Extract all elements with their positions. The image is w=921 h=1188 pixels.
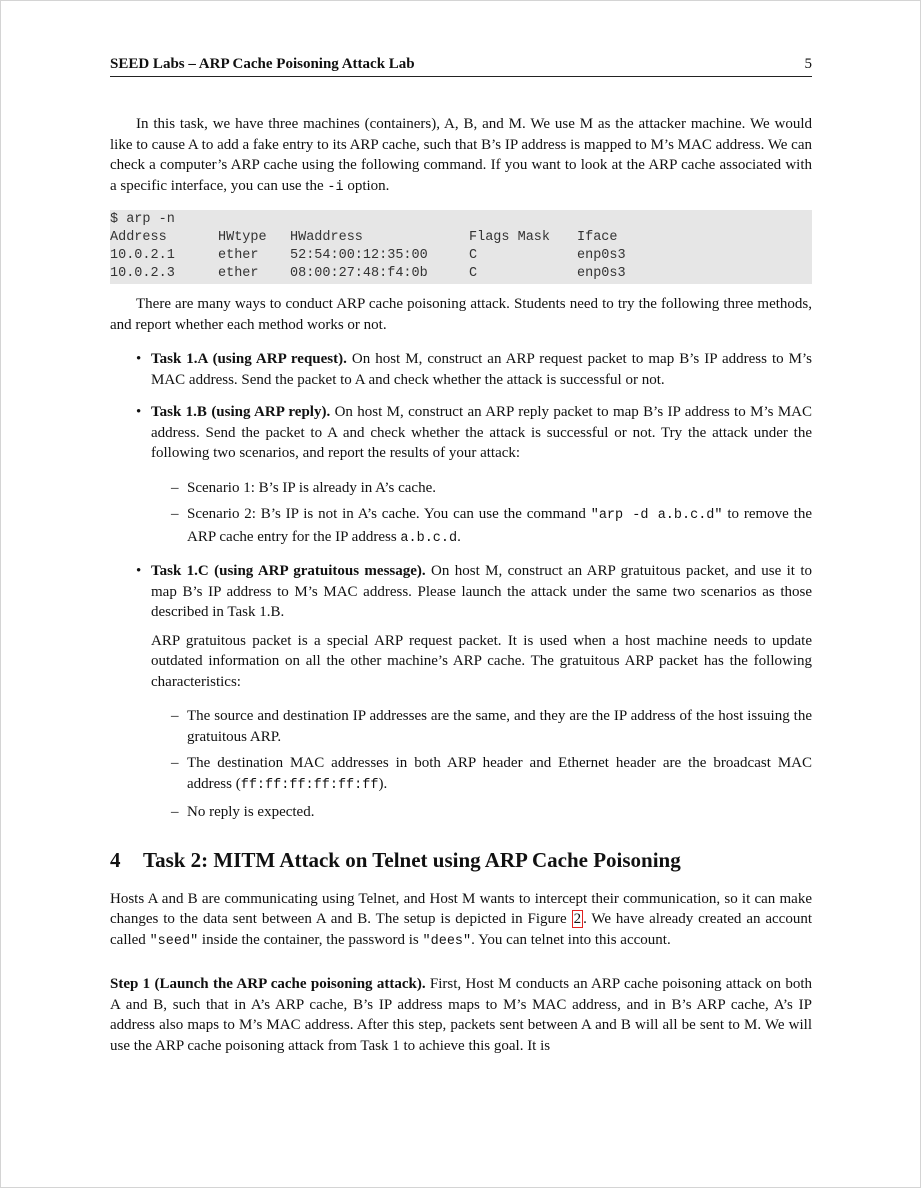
scenario-2-text: Scenario 2: B’s IP is not in A’s cache. You can use the command	[187, 506, 591, 522]
task-1a-text: On host M, construct an ARP request packet to map B’s IP address to M’s MAC address. Send the packet to A and check whether the attack is successful or not.	[151, 351, 812, 388]
task-1a-title: Task 1.A (using ARP request).	[151, 351, 347, 367]
section-number: 4	[110, 847, 121, 872]
account-name-code: "seed"	[149, 933, 199, 949]
task-1c-title: Task 1.C (using ARP gratuitous message).	[151, 563, 426, 579]
cell-hwaddress: 08:00:27:48:f4:0b	[290, 266, 428, 281]
section-4-text-b: . We have already created an account called	[110, 911, 812, 948]
task-1b-text: On host M, construct an ARP reply packet to map B’s IP address to M’s MAC address. Send the packet to A and check whether the attack is successful or not. Try the attack under the following two scenarios, and report the results of your attack:	[151, 404, 812, 461]
figure-2-link[interactable]: 2	[573, 911, 582, 927]
section-4-text: Hosts A and B are communicating using Telnet, and Host M wants to intercept their communication, so it can make changes to the data sent between A and B. The setup is depicted in Figure	[110, 890, 812, 927]
section-4-heading	[110, 847, 812, 873]
cell-address: 10.0.2.3	[110, 266, 175, 281]
step-1-title: Step 1 (Launch the ARP cache poisoning attack).	[110, 976, 426, 992]
section-4-paragraph	[110, 889, 812, 953]
characteristic-2-end: ).	[378, 775, 388, 792]
cell-address: 10.0.2.1	[110, 248, 175, 263]
listing-row	[110, 247, 812, 265]
arp-delete-code: "arp -d a.b.c.d"	[590, 508, 723, 523]
section-4-text-c: inside the container, the password is	[198, 931, 423, 948]
option-code: -i	[327, 179, 344, 195]
step-1-paragraph	[110, 974, 812, 1056]
col-flags-mask: Flags Mask	[469, 230, 551, 245]
task-1a-item	[110, 349, 812, 390]
scenario-2-text-c: .	[457, 528, 461, 545]
scenario-2	[151, 504, 812, 549]
col-hwaddress: HWaddress	[290, 230, 363, 245]
characteristic-3	[151, 802, 812, 823]
ip-placeholder-code: a.b.c.d	[400, 530, 458, 546]
scenario-list	[151, 478, 812, 550]
scenario-2-text-b: to remove the ARP cache entry for the IP address	[187, 506, 812, 545]
cell-flags: C	[469, 266, 478, 281]
cell-iface: enp0s3	[577, 266, 626, 281]
task-list	[110, 349, 812, 823]
cell-hwtype: ether	[218, 248, 259, 263]
intro-text: In this task, we have three machines (containers), A, B, and M. We use M as the attacker machine. We would like to cause A to add a fake entry to its ARP cache, such that B’s IP address is mapped to M’s MAC address. We can check a computer’s ARP cache using the following command. If you want to look at the ARP cache associated with a specific interface, you can use the	[110, 116, 812, 194]
task-1b-title: Task 1.B (using ARP reply).	[151, 404, 331, 420]
cell-flags: C	[469, 248, 478, 263]
broadcast-mac-code: ff:ff:ff:ff:ff:ff	[240, 777, 379, 793]
col-hwtype: HWtype	[218, 230, 267, 245]
task-1c-text: On host M, construct an ARP gratuitous packet, and use it to map B’s IP address to M’s MAC address. Please launch the attack under the same two scenarios as those described in Task 1.B.	[151, 563, 812, 620]
characteristic-1-text: – The source and destination IP addresses are the same, and they are the IP address of the host issuing the gratuitous ARP.	[187, 708, 812, 745]
characteristic-1	[151, 706, 812, 747]
cell-hwtype: ether	[218, 266, 259, 281]
characteristics-list	[151, 706, 812, 823]
task-1c-para2: ARP gratuitous packet is a special ARP request packet. It is used when a host machine needs to update outdated information on all the other machine’s ARP cache. The gratuitous ARP packet has the following characteristics:	[151, 632, 812, 690]
task-1b-item	[110, 402, 812, 549]
password-code: "dees"	[422, 933, 472, 949]
task-1c-item	[110, 561, 812, 823]
cell-iface: enp0s3	[577, 248, 626, 263]
col-address: Address	[110, 230, 167, 245]
section-title: Task 2: MITM Attack on Telnet using ARP Cache Poisoning	[143, 847, 681, 872]
page-number: 5	[804, 56, 812, 72]
step-1-text: First, Host M conducts an ARP cache poisoning attack on both A and B, such that in A’s ARP cache, B’s IP address maps to M’s MAC address, and in B’s ARP cache, A’s IP address also maps to M’s MAC address. After this step, packets sent between A and B will all be sent to M. We will use the ARP cache poisoning attack from Task 1 to achieve this goal. It is	[110, 976, 812, 1054]
scenario-1-text: – Scenario 1: B’s IP is already in A’s cache.	[187, 479, 436, 496]
characteristic-3-text: – No reply is expected.	[187, 804, 315, 820]
command-line: $ arp -n	[110, 212, 175, 227]
scenario-1	[151, 478, 812, 499]
cell-hwaddress: 52:54:00:12:35:00	[290, 248, 428, 263]
listing-header-row	[110, 229, 812, 247]
arp-command-listing	[110, 210, 812, 284]
intro-paragraph	[110, 114, 812, 198]
intro-text-end: option.	[343, 177, 390, 194]
section-4-text-d: . You can telnet into this account.	[471, 931, 671, 948]
listing-row	[110, 265, 812, 283]
header-title: SEED Labs – ARP Cache Poisoning Attack Lab	[110, 56, 415, 72]
running-header	[110, 54, 812, 77]
page-content	[110, 114, 812, 1056]
characteristic-2-text: The destination MAC addresses in both ARP header and Ethernet header are the broadcast MAC address (	[187, 755, 812, 792]
col-iface: Iface	[577, 230, 618, 245]
methods-intro: There are many ways to conduct ARP cache poisoning attack. Students need to try the following three methods, and report whether each method works or not.	[110, 296, 812, 333]
characteristic-2	[151, 753, 812, 796]
